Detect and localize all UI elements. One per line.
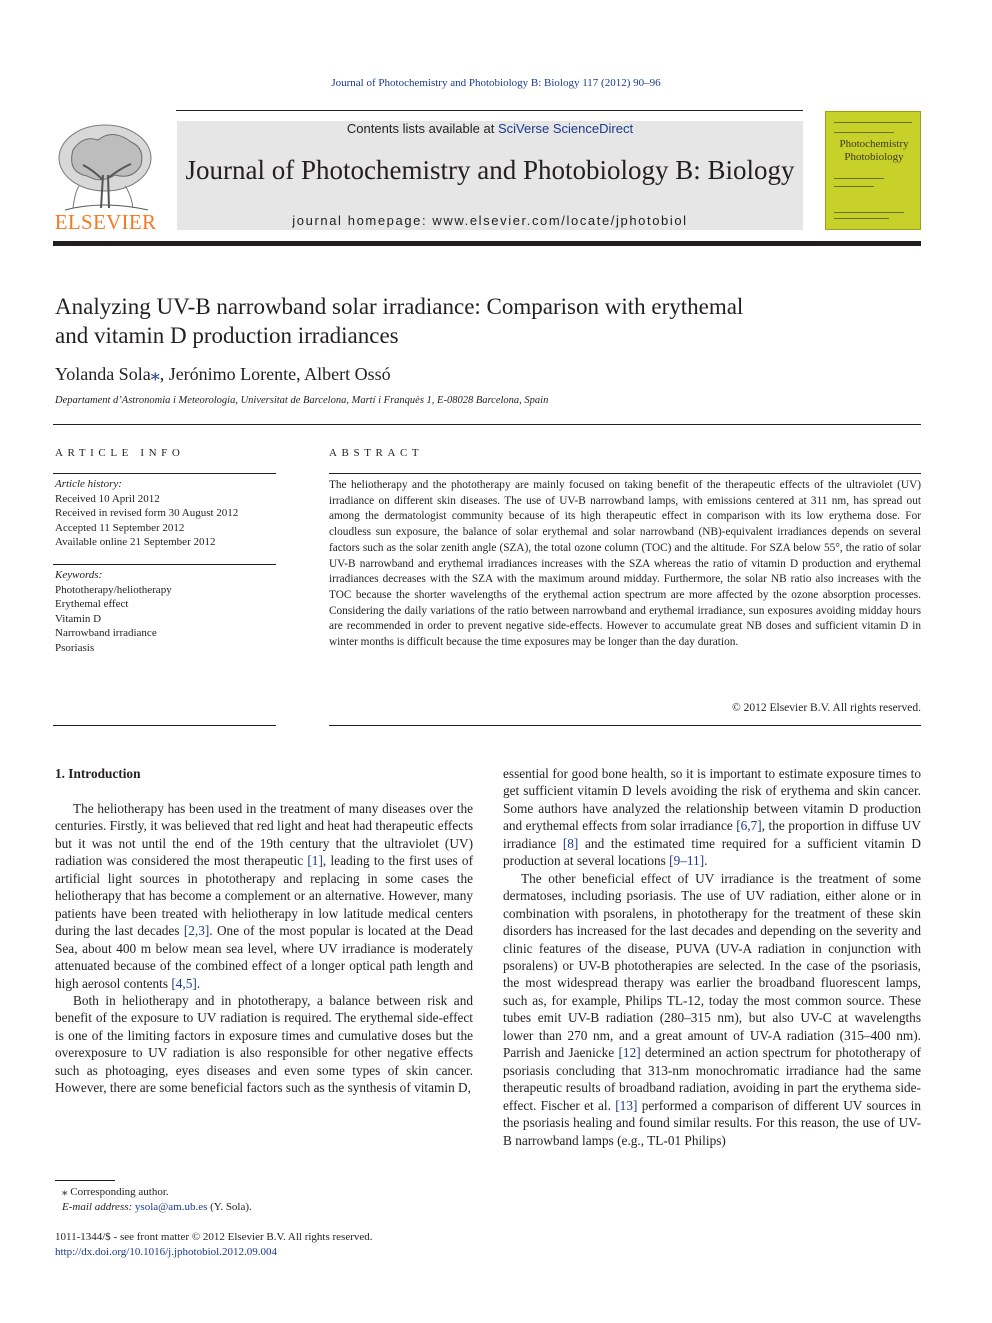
abstract-rule xyxy=(329,473,921,474)
email-suffix: (Y. Sola). xyxy=(207,1201,252,1213)
cover-rule xyxy=(834,132,894,133)
header-rule xyxy=(176,110,803,111)
text-run: The other beneficial effect of UV irradiance is the treatment of some dermatoses, including psoriasis. The use of UV radiation, either alone or in combination with psoralens, in phototherapy for the treatment of these skin disorders has increased for the last decades and depending on the severity and clinic features of the disease, PUVA (UV-A radiation in conjunction with psoralens) or UV-B phototherapies are selected. In the case of the psoriasis, the most widespread therapy was earlier the broadband fluorescent lamps, such as, for example, Philips TL-12, today the most common source. These tubes emit UV-B radiation (280–315 nm), but also UV-C at wavelengths lower than 270 nm, and a great amount of UV-A radiation (315–400 nm). Parrish and Jaenicke xyxy=(503,870,921,1061)
citation-link[interactable]: [4,5] xyxy=(171,975,197,991)
affiliation: Departament d’Astronomia i Meteorologia, Universitat de Barcelona, Martí i Franquès 1, E-08028 Barcelona, Spain xyxy=(55,395,549,406)
citation-link[interactable]: [6,7] xyxy=(736,818,762,834)
text-run: performed a comparison of different UV sources in the psoriasis healing and found similar results. For this reason, the use of UV-B narrowband lamps (e.g., TL-01 Philips) xyxy=(503,1097,922,1148)
citation-link[interactable]: [8] xyxy=(562,835,579,851)
text-run: essential for good bone health, so it is important to estimate exposure times to get sufficient vitamin D levels avoiding the risk of erythema and skin cancer. Some authors have analyzed the relationship between vitamin D production and erythemal effects from solar irradiance xyxy=(503,766,921,834)
citation-link[interactable]: [9–11] xyxy=(669,853,705,869)
contents-prefix: Contents lists available at xyxy=(346,121,498,136)
contents-line xyxy=(177,121,803,136)
footnote-rule xyxy=(55,1180,115,1181)
email-label: E-mail address: xyxy=(62,1201,135,1213)
abstract-rule xyxy=(329,725,921,726)
keyword-item: Narrowband irradiance xyxy=(55,627,157,639)
title-line-1: Analyzing UV-B narrowband solar irradiance: Comparison with erythemal xyxy=(55,294,744,319)
history-label: Article history: xyxy=(55,478,122,490)
cover-rule xyxy=(834,122,912,123)
article-info-rule xyxy=(53,564,276,565)
keyword-item: Psoriasis xyxy=(55,641,95,654)
keywords-label: Keywords: xyxy=(55,569,103,581)
text-run: , the proportion in diffuse UV irradiance xyxy=(503,818,921,851)
text-run: . xyxy=(196,975,201,991)
body-column-left xyxy=(55,800,473,1097)
text-run: and the estimated time required for a sufficient vitamin D production at several locations xyxy=(503,835,921,869)
history-item: Accepted 11 September 2012 xyxy=(55,521,185,534)
keywords xyxy=(55,568,172,655)
body-column-right xyxy=(503,765,921,1149)
paragraph: Both in heliotherapy and in phototherapy, a balance between risk and benefit of the exposure to UV radiation is required. The erythemal side-effect is one of the limiting factors in exposure times and cumulative doses but the overexposure to UV radiation is also responsible for other negative effects such as photoaging, eyes diseases and even some types of skin cancer. However, there are some beneficial factors such as the synthesis of vitamin D, xyxy=(55,992,473,1096)
article-history xyxy=(55,477,238,550)
section-rule xyxy=(53,424,921,425)
keyword-item: Vitamin D xyxy=(55,612,102,625)
elsevier-wordmark: ELSEVIER xyxy=(54,210,157,234)
text-run: The heliotherapy has been used in the treatment of many diseases over the centuries. Firstly, it was believed that red light and heat had therapeutic effects but it was not until the end of the 19th century that the ultraviolet (UV) radiation was considered the most therapeutic xyxy=(55,801,473,869)
article-info-rule xyxy=(53,473,276,474)
corresponding-author-note: ⁎ Corresponding author. xyxy=(62,1186,169,1198)
author-names-rest: , Jerónimo Lorente, Albert Ossó xyxy=(159,364,391,384)
title-line-2: and vitamin D production irradiances xyxy=(55,323,399,348)
paragraph xyxy=(503,765,921,870)
history-item: Received 10 April 2012 xyxy=(55,492,160,505)
journal-homepage[interactable]: journal homepage: www.elsevier.com/locate/jphotobiol xyxy=(292,213,688,228)
abstract-text: The heliotherapy and the phototherapy are mainly focused on taking benefit of the therapeutic effects of the ultraviolet (UV) irradiance on different skin diseases. The use of UV-B narrowband lamps, with emissions centered at 311 nm, has spread out among the dermatologist community because of its high therapeutic effect in comparison with its low erythema dose. For cloudless sun exposure, the balance of solar erythemal and solar narrowband (NB)-equivalent irradiances depends on several factors such as the solar zenith angle (SZA), the total ozone column (TOC) and the altitude. For SZA below 55°, the ratio of solar UV-B narrowband and erythemal irradiances increases with the SZA whereas the ratio of vitamin D production and erythemal irradiances decreases with the SZA with the maximum around midday. Furthermore, the solar NB ratio also increases with the TOC because the shorter wavelengths of the erythemal action spectrum are more affected by the ozone absorption processes. Considering the daily variations of the ratio between narrowband and erythemal irradiance, sun exposures avoiding midday hours are recommended in order to prevent negative side-effects. However to accumulate great NB doses and sufficient vitamin D in winter months is difficult because the time exposures may be longer than the day duration. xyxy=(329,479,921,649)
journal-banner xyxy=(177,121,803,230)
header-thick-rule xyxy=(53,241,921,246)
footnote xyxy=(62,1185,252,1215)
history-item: Received in revised form 30 August 2012 xyxy=(55,507,239,519)
cover-rule xyxy=(834,186,874,187)
copyright-notice: © 2012 Elsevier B.V. All rights reserved. xyxy=(732,702,921,714)
journal-citation[interactable]: Journal of Photochemistry and Photobiology B: Biology 117 (2012) 90–96 xyxy=(331,77,661,89)
text-run: , leading to the first uses of artificial light sources in phototherapy and replacing in some cases the heliotherapy that has become a complement or an alternative. However, many patients have been treated with heliotherapy in low latitude medical centers during the last decades xyxy=(55,853,473,939)
citation-link[interactable]: [2,3] xyxy=(183,923,210,939)
paragraph xyxy=(55,800,473,992)
sciencedirect-link[interactable]: SciVerse ScienceDirect xyxy=(497,121,634,136)
email-link[interactable]: ysola@am.ub.es xyxy=(134,1201,208,1213)
cover-title: Photochemistry Photobiology xyxy=(839,138,909,163)
author-list xyxy=(55,364,391,385)
citation-link[interactable]: [1] xyxy=(307,853,323,869)
issn-line: 1011-1344/$ - see front matter © 2012 Elsevier B.V. All rights reserved. xyxy=(55,1231,373,1243)
citation-link[interactable]: [13] xyxy=(615,1097,638,1113)
text-run: . One of the most popular is located at the Dead Sea, about 400 m below mean sea level, where UV irradiance is moderately attenuated because of the combined effect of a longer optical path length and high aerosol contents xyxy=(55,923,473,991)
corresponding-author-marker[interactable]: ⁎ xyxy=(150,364,160,384)
front-matter-footer xyxy=(55,1230,373,1260)
article-info-rule xyxy=(53,725,276,726)
journal-title: Journal of Photochemistry and Photobiology B: Biology xyxy=(185,155,795,185)
keyword-item: Erythemal effect xyxy=(55,598,129,610)
text-run: determined an action spectrum for phototherapy of psoriasis concluding that 313-nm monochromatic irradiance had the same therapeutic results of broadband radiation, avoiding in part the erythema side-effect. Fischer et al. xyxy=(503,1045,921,1113)
cover-rule xyxy=(834,178,884,179)
journal-cover-thumbnail xyxy=(825,111,921,230)
history-item: Available online 21 September 2012 xyxy=(55,536,216,548)
keyword-item: Phototherapy/heliotherapy xyxy=(55,583,172,596)
article-info-heading: ARTICLE INFO xyxy=(55,447,185,459)
author-name: Yolanda Sola xyxy=(55,364,151,384)
paragraph xyxy=(503,870,921,1149)
cover-rule xyxy=(834,212,904,213)
abstract-heading: ABSTRACT xyxy=(329,447,424,459)
text-run: . xyxy=(704,853,708,869)
doi-link[interactable]: http://dx.doi.org/10.1016/j.jphotobiol.2012.09.004 xyxy=(55,1246,277,1258)
cover-rule xyxy=(834,218,889,219)
section-heading: 1. Introduction xyxy=(55,766,141,781)
email-line xyxy=(62,1200,252,1215)
article-title xyxy=(55,292,895,350)
citation-link[interactable]: [12] xyxy=(618,1045,641,1061)
